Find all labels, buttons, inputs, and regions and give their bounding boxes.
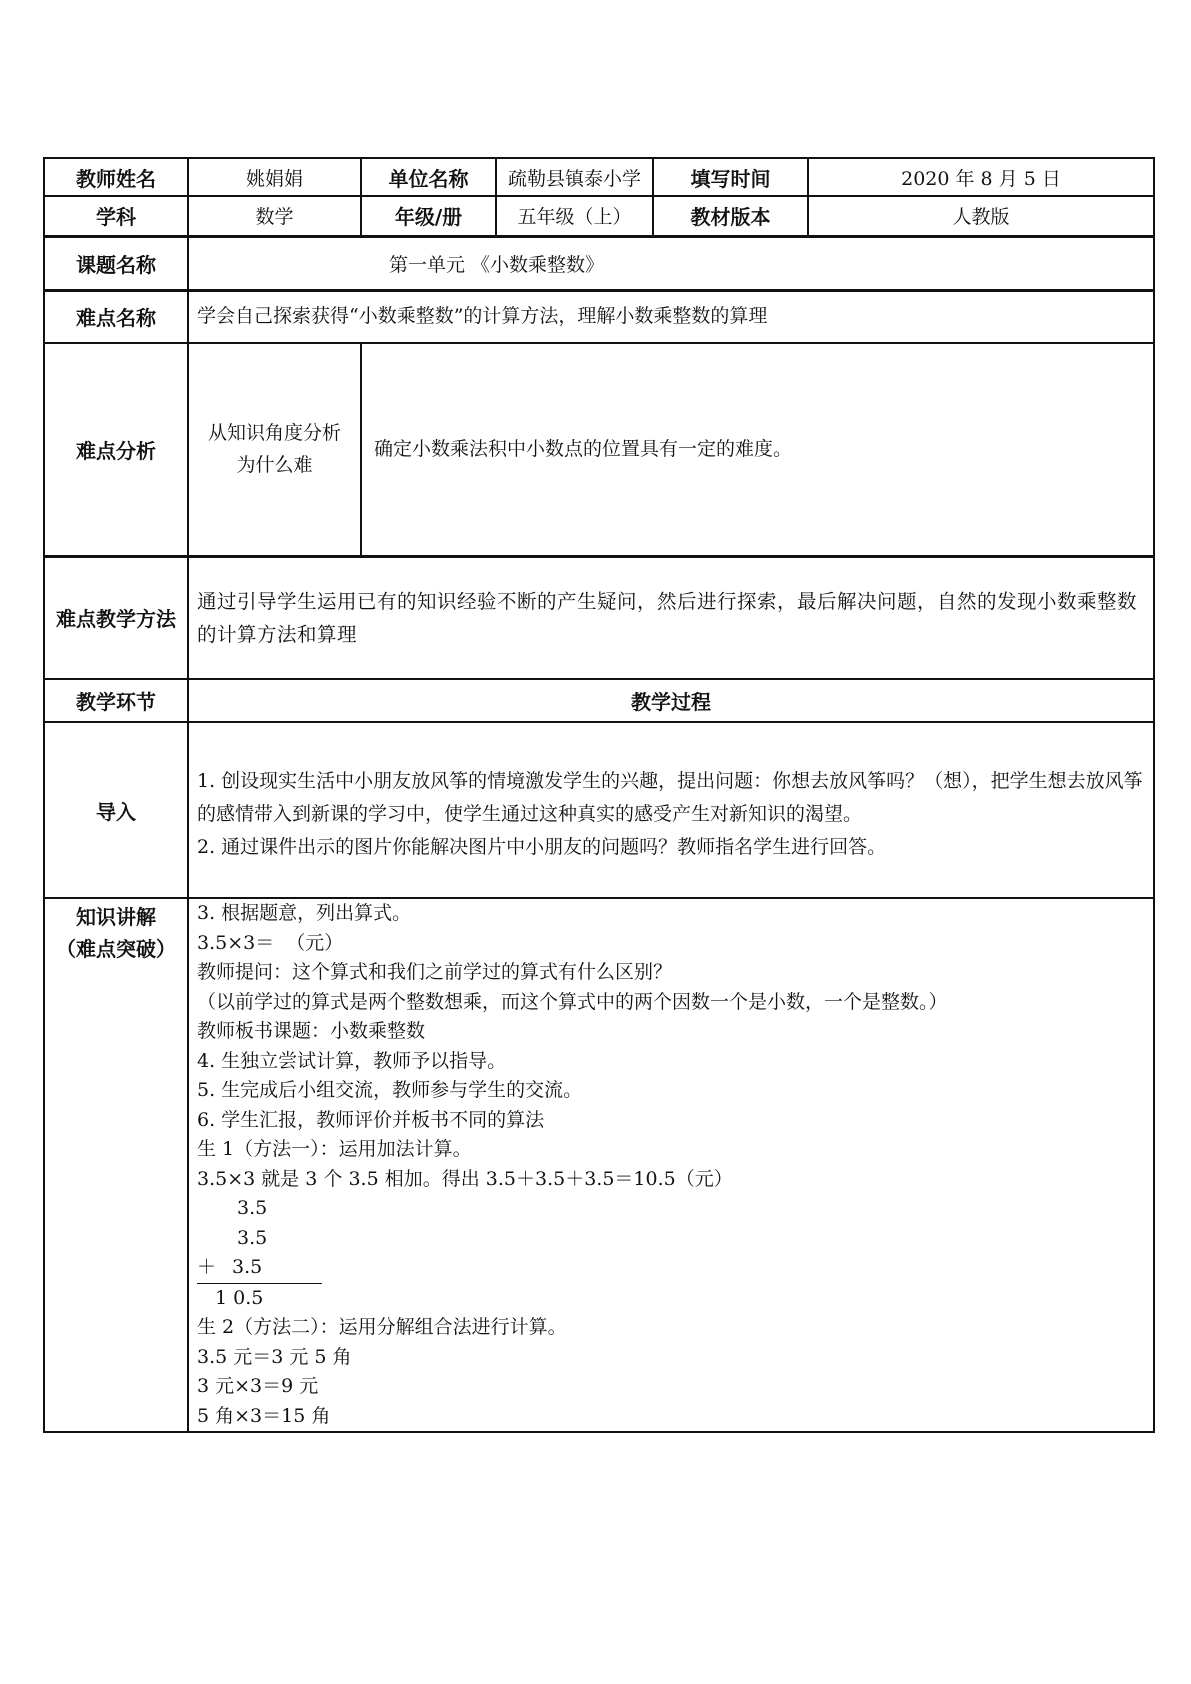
calc-row-1: 3.5 (237, 1197, 268, 1219)
process-header-row (44, 679, 1154, 722)
date-value: 2020 年 8 月 5 日 (808, 158, 1154, 196)
edition-label: 教材版本 (653, 196, 808, 236)
difficulty-label: 难点名称 (44, 290, 188, 343)
intro-line-1: 1. 创设现实生活中小朋友放风筝的情境激发学生的兴趣，提出问题：你想去放风筝吗？（想），把学生想去放风筝的感情带入到新课的学习中，使学生通过这种真实的感受产生对新知识的渴望。 (197, 769, 1143, 825)
lesson-plan-table (43, 157, 1155, 1433)
analysis-value: 确定小数乘法积中小数点的位置具有一定的难度。 (361, 343, 1154, 556)
knowledge-line-8: 6. 学生汇报，教师评价并板书不同的算法 (197, 1108, 545, 1131)
analysis-label: 难点分析 (44, 343, 188, 556)
knowledge-line-12: 3.5 元＝3 元 5 角 (197, 1345, 352, 1368)
unit-value: 疏勒县镇泰小学 (496, 158, 653, 196)
knowledge-line-6: 4. 生独立尝试计算，教师予以指导。 (197, 1049, 507, 1072)
method-label: 难点教学方法 (44, 556, 188, 679)
knowledge-line-1: 3. 根据题意，列出算式。 (197, 902, 412, 924)
knowledge-line-9: 生 1（方法一）：运用加法计算。 (197, 1138, 472, 1160)
knowledge-line-5: 教师板书课题：小数乘整数 (197, 1020, 426, 1042)
subject-value: 数学 (188, 196, 361, 236)
calc-underline (197, 1253, 322, 1284)
difficulty-value: 学会自己探索获得“小数乘整数”的计算方法，理解小数乘整数的算理 (188, 290, 1154, 343)
subject-label: 学科 (44, 196, 188, 236)
knowledge-line-3: 教师提问：这个算式和我们之前学过的算式有什么区别？ (197, 961, 673, 983)
header-row-2 (44, 196, 1154, 236)
knowledge-line-13: 3 元×3＝9 元 (197, 1375, 319, 1397)
method-row (44, 556, 1154, 679)
teacher-label: 教师姓名 (44, 158, 188, 196)
topic-label: 课题名称 (44, 236, 188, 290)
intro-content (188, 722, 1154, 898)
knowledge-line-14: 5 角×3＝15 角 (197, 1404, 331, 1427)
calc-row-2: 3.5 (237, 1226, 268, 1249)
date-label: 填写时间 (653, 158, 808, 196)
unit-label: 单位名称 (361, 158, 496, 196)
knowledge-line-2: 3.5×3＝ （元） (197, 931, 344, 954)
knowledge-label-line-1: 知识讲解 (76, 905, 156, 929)
calc-plus-sign: ＋ (197, 1256, 217, 1278)
calc-row-3 (197, 1253, 1145, 1284)
knowledge-label-line-2: （难点突破） (56, 937, 176, 961)
method-value: 通过引导学生运用已有的知识经验不断的产生疑问，然后进行探索，最后解决问题，自然的发现小数乘整数的计算方法和算理 (188, 556, 1154, 679)
knowledge-line-11: 生 2（方法二）：运用分解组合法进行计算。 (197, 1316, 567, 1338)
lesson-plan-sheet (43, 157, 1153, 1433)
analysis-sub-label: 从知识角度分析为什么难 (188, 343, 361, 556)
intro-label: 导入 (44, 722, 188, 898)
analysis-row (44, 343, 1154, 556)
knowledge-line-4: （以前学过的算式是两个整数想乘，而这个算式中的两个因数一个是小数，一个是整数。） (197, 990, 948, 1013)
knowledge-label (44, 898, 188, 1432)
grade-value: 五年级（上） (496, 196, 653, 236)
topic-row (44, 236, 1154, 290)
grade-label: 年级/册 (361, 196, 496, 236)
stage-label: 教学环节 (44, 679, 188, 722)
difficulty-row (44, 290, 1154, 343)
intro-line-2: 2. 通过课件出示的图片你能解决图片中小朋友的问题吗？教师指名学生进行回答。 (197, 835, 887, 858)
knowledge-row (44, 898, 1154, 1432)
knowledge-content (188, 898, 1154, 1432)
calc-result: 1 0.5 (215, 1286, 264, 1309)
edition-value: 人教版 (808, 196, 1154, 236)
intro-row (44, 722, 1154, 898)
process-label: 教学过程 (188, 679, 1154, 722)
header-row-1 (44, 158, 1154, 196)
topic-value: 第一单元 《小数乘整数》 (188, 236, 1154, 290)
knowledge-line-7: 5. 生完成后小组交流，教师参与学生的交流。 (197, 1079, 583, 1101)
calc-row-3-value: 3.5 (232, 1256, 263, 1278)
teacher-value: 姚娟娟 (188, 158, 361, 196)
knowledge-line-10: 3.5×3 就是 3 个 3.5 相加。得出 3.5＋3.5＋3.5＝10.5（元） (197, 1167, 733, 1190)
